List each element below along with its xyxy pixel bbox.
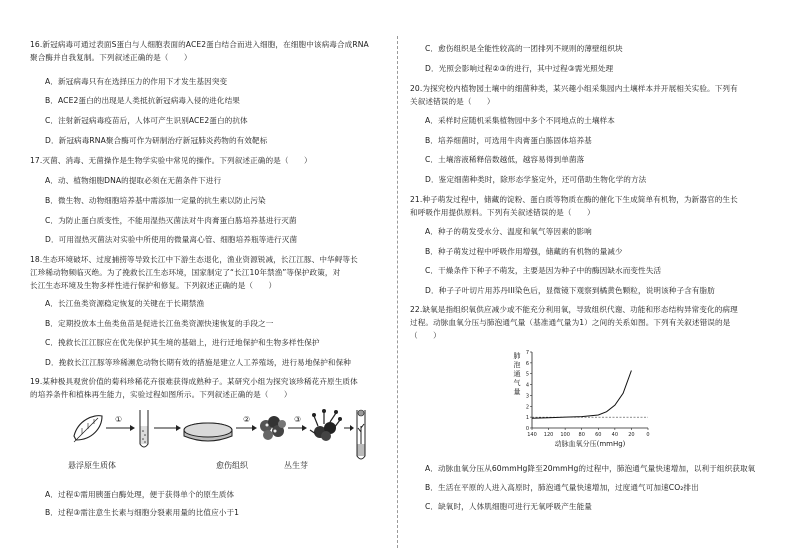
q22-stem-line1: 22.缺氧是指组织氧供应减少或不能充分利用氧，导致组织代谢、功能和形态结构异常变化的病理 [410, 305, 738, 314]
y-axis-label-char: 气 [513, 379, 521, 387]
arrow-icon [154, 425, 181, 431]
x-tick-label: 140 [527, 432, 537, 438]
q18-stem-line1: 18.生态环境破坏、过度捕捞等导致长江中下游生态退化，渔业资源锐减，长江江豚、中华鲟等长 [30, 255, 358, 264]
y-tick-label: 5 [525, 371, 529, 378]
y-tick-label: 2 [525, 404, 529, 411]
q22-stem-line2: 过程。动脉血氧分压与肺泡通气量（基准通气量为1）之间的关系如图。下列有关叙述错误的是 [410, 318, 731, 327]
q20-option-c: C．土壤溶液稀释倍数越低，越容易得到单菌落 [425, 155, 585, 164]
q20-option-b: B．培养细菌时，可选用牛肉膏蛋白胨固体培养基 [425, 136, 592, 145]
q22-option-c: C．缺氧时，人体肌细胞可进行无氧呼吸产生能量 [425, 502, 592, 511]
y-tick-label: 0 [525, 426, 529, 432]
fig-label-callus: 愈伤组织 [216, 461, 248, 470]
q18-stem-line3: 长江生态环境及生物多样性进行保护和修复。下列叙述正确的是（ ） [30, 281, 277, 290]
ventilation-curve [532, 371, 631, 419]
step2-label: ② [243, 415, 251, 424]
q16-stem-line2: 聚合酶并自我复制。下列叙述正确的是（ ） [30, 53, 192, 62]
y-tick-label: 1 [525, 415, 529, 422]
x-tick-label: 100 [560, 432, 570, 438]
q21-stem-line1: 21.种子萌发过程中，储藏的淀粉、蛋白质等物质在酶的催化下生成简单有机物，为新器官的生长 [410, 195, 738, 204]
q21-option-c: C．干燥条件下种子不萌发，主要是因为种子中的酶因缺水而变性失活 [425, 266, 662, 275]
q18-option-c: C．挽救长江江豚应在优先保护其生境的基础上，进行迁地保护和生物多样性保护 [45, 338, 320, 347]
q19-option-b: B．过程③需注意生长素与细胞分裂素用量的比值应小于1 [45, 508, 240, 517]
q16-stem-line1: 16.新冠病毒可通过表面S蛋白与人细胞表面的ACE2蛋白结合而进入细胞，在细胞中该病毒合成RNA [30, 40, 369, 49]
q22-stem-line3: （ ） [410, 331, 441, 340]
x-tick-label: 20 [628, 432, 635, 438]
q21-option-a: A．种子的萌发受水分、温度和氧气等因素的影响 [425, 227, 592, 236]
x-tick-label: 40 [611, 432, 619, 438]
q21-stem-line2: 和呼吸作用提供原料。下列有关叙述错误的是（ ） [410, 208, 595, 217]
q21-option-d: D．种子子叶切片用苏丹III染色后，显微镜下观察到橘黄色颗粒，说明该种子含有脂肪 [425, 286, 715, 295]
q19-tissue-culture-figure [68, 404, 368, 482]
q22-option-b: B．生活在平原的人进入高原时，肺泡通气量快速增加，过度通气可加速CO₂排出 [425, 483, 699, 492]
q19-stem-line1: 19.某种极具观赏价值的菊科珍稀花卉很难获得成熟种子。某研究小组为探究该珍稀花卉原生质体 [30, 377, 358, 386]
fig-label-protoplast: 悬浮原生质体 [68, 461, 116, 470]
y-tick-label: 6 [525, 360, 529, 367]
q22-option-a: A．动脉血氧分压从60mmHg降至20mmHg的过程中，肺泡通气量快速增加，以利于组织获取氧 [425, 464, 756, 473]
plantlet-tube-icon [357, 410, 365, 459]
x-tick-label: 60 [595, 432, 602, 438]
q16-option-c: C．注射新冠病毒疫苗后，人体可产生识别ACE2蛋白的抗体 [45, 116, 248, 125]
q19-stem-line2: 的培养条件和植株再生能力，实验过程如图所示。下列叙述正确的是（ ） [30, 390, 292, 399]
y-tick-label: 3 [525, 393, 529, 400]
petri-dish-icon [184, 423, 232, 441]
x-axis-label: 动脉血氧分压(mmHg) [554, 440, 626, 448]
leaf-icon [74, 416, 102, 442]
x-tick-label: 80 [578, 432, 585, 438]
y-tick-label: 4 [525, 382, 529, 389]
shoot-cluster-icon [310, 409, 342, 441]
q19-option-a: A．过程①需用胰蛋白酶处理，便于获得单个的原生质体 [45, 490, 235, 499]
x-tick-label: 120 [543, 432, 554, 438]
arrow-icon [288, 425, 307, 431]
fig-label-shoots: 丛生芽 [284, 461, 308, 470]
q16-option-b: B．ACE2蛋白的出现是人类抵抗新冠病毒入侵的进化结果 [45, 96, 240, 105]
q20-option-a: A．采样时应随机采集植物园中多个不同地点的土壤样本 [425, 116, 615, 125]
q19-option-d: D．光照会影响过程②③的进行，其中过程③需光照处理 [425, 64, 614, 73]
y-axis-label-char: 泡 [513, 361, 521, 369]
q18-option-b: B．定期投放本土鱼类鱼苗是促进长江鱼类资源快速恢复的手段之一 [45, 319, 274, 328]
q19-option-c: C．愈伤组织是全能性较高的一团排列不规则的薄壁组织块 [425, 44, 623, 53]
q21-option-b: B．种子萌发过程中呼吸作用增强，储藏的有机物的量减少 [425, 247, 623, 256]
q17-option-c: C．为防止蛋白质变性，不能用湿热灭菌法对牛肉膏蛋白胨培养基进行灭菌 [45, 216, 297, 225]
y-axis-label-char: 肺 [513, 352, 521, 360]
q17-option-a: A．动、植物细胞DNA的提取必须在无菌条件下进行 [45, 176, 222, 185]
q16-option-d: D．新冠病毒RNA聚合酶可作为研制治疗新冠肺炎药物的有效靶标 [45, 136, 268, 145]
q18-option-a: A．长江鱼类资源稳定恢复的关键在于长期禁渔 [45, 299, 205, 308]
alveolar-ventilation-chart [510, 346, 660, 450]
callus-icon [260, 416, 286, 440]
step1-label: ① [115, 415, 123, 424]
q17-stem: 17.灭菌、消毒、无菌操作是生物学实验中常见的操作。下列叙述正确的是（ ） [30, 156, 312, 165]
q20-option-d: D．鉴定细菌种类时，除形态学鉴定外，还可借助生物化学的方法 [425, 175, 647, 184]
q16-option-a: A．新冠病毒只有在选择压力的作用下才发生基因突变 [45, 77, 228, 86]
q17-option-d: D．可用湿热灭菌法对实验中所使用的微量离心管、细胞培养瓶等进行灭菌 [45, 235, 298, 244]
q18-stem-line2: 江珍稀动物频临灭绝。为了挽救长江生态环境，国家制定了“长江10年禁渔”等保护政策，对 [30, 268, 341, 277]
q18-option-d: D．挽救长江江豚等珍稀濒危动物长期有效的措施是建立人工养殖场，进行易地保护和保种 [45, 358, 351, 367]
step3-label: ③ [294, 415, 302, 424]
column-divider [397, 36, 398, 548]
arrow-icon [344, 425, 354, 431]
q20-stem-line2: 关叙述错误的是（ ） [410, 97, 495, 106]
y-tick-label: 7 [525, 350, 529, 356]
test-tube-icon [140, 410, 148, 447]
q20-stem-line1: 20.为探究校内植物园土壤中的细菌种类，某兴趣小组采集园内土壤样本并开展相关实验。下列有 [410, 84, 738, 93]
arrow-icon [106, 425, 135, 431]
x-tick-label: 0 [646, 432, 650, 438]
y-axis-label-char: 量 [513, 388, 521, 396]
y-axis-label-char: 通 [513, 370, 521, 378]
q17-option-b: B．微生物、动物细胞培养基中需添加一定量的抗生素以防止污染 [45, 196, 266, 205]
arrow-icon [236, 425, 257, 431]
